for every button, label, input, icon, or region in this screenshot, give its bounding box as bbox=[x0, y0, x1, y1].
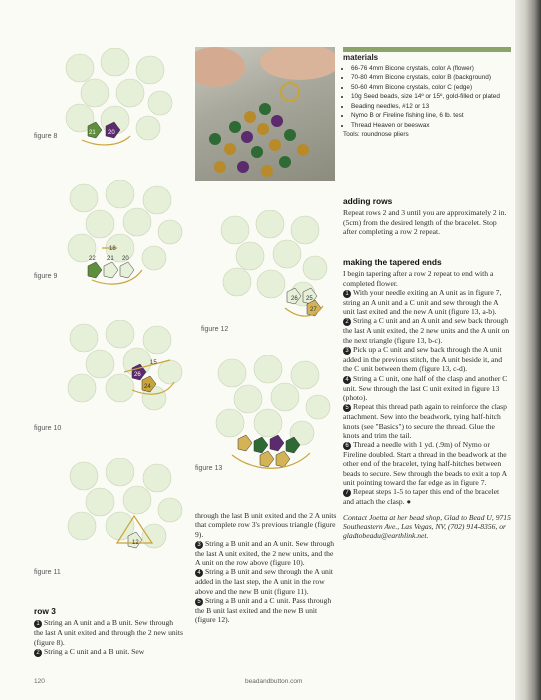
step-number: 6 bbox=[343, 442, 351, 450]
bracelet-photo bbox=[195, 47, 335, 181]
step-text: String a C unit, one half of the clasp and another C unit. Sew through the last C unit exited in figure 13 (photo). bbox=[343, 373, 508, 402]
bead-pattern-svg bbox=[62, 180, 187, 300]
row-3-step bbox=[34, 618, 184, 647]
figure-9-label: figure 9 bbox=[34, 273, 58, 280]
tapered-step bbox=[343, 402, 511, 440]
bead-pattern-svg bbox=[60, 48, 180, 158]
step-number: 5 bbox=[195, 598, 203, 606]
tapered-ends-section bbox=[343, 258, 511, 541]
tapered-step bbox=[343, 345, 511, 374]
figure-12-label: figure 12 bbox=[201, 326, 229, 333]
materials-item: • 50-60 4mm Bicone crystals, color C (edge) bbox=[351, 84, 511, 93]
bead-pattern-svg bbox=[215, 210, 330, 325]
step-number: 2 bbox=[34, 649, 42, 657]
materials-item: • 66-76 4mm Bicone crystals, color A (flower) bbox=[351, 65, 511, 74]
figure-13-label: figure 13 bbox=[195, 465, 223, 472]
figure-11-diagram bbox=[62, 458, 187, 573]
step-number: 4 bbox=[343, 376, 351, 384]
step-number: 4 bbox=[195, 569, 203, 577]
step-text: Thread a needle with 1 yd. (.9m) of Nymo or Fireline doubled. Start a thread in the beadwork at the other end of the bracelet, tying half-hitches between beads to secure. Sew through the beads to exit a top A unit pointing toward the far edge as in figure 7. bbox=[343, 440, 507, 488]
materials-item: • Nymo B or Fireline fishing line, 6 lb. test bbox=[351, 112, 511, 121]
step-number: 5 bbox=[343, 404, 351, 412]
footer-site: beadandbutton.com bbox=[245, 678, 303, 685]
materials-item: • 10g Seed beads, size 14º or 15º, gold-filled or plated bbox=[351, 93, 511, 102]
step-number: 7 bbox=[343, 489, 351, 497]
figure-10-diagram bbox=[62, 320, 187, 435]
bead-number: 25 bbox=[306, 296, 313, 302]
figure-11-label: figure 11 bbox=[34, 569, 61, 576]
step-number: 1 bbox=[34, 620, 42, 628]
bead-number: 20 bbox=[122, 256, 129, 262]
row-3-step bbox=[195, 567, 337, 596]
tapered-intro: I begin tapering after a row 2 repeat to end with a completed flower. bbox=[343, 269, 494, 288]
materials-item: • Beading needles, #12 or 13 bbox=[351, 103, 511, 112]
materials-item: • 70-80 4mm Bicone crystals, color B (background) bbox=[351, 74, 511, 83]
figure-10-label: figure 10 bbox=[34, 425, 62, 432]
tapered-step bbox=[343, 374, 511, 403]
materials-list bbox=[343, 65, 511, 131]
step-text: Repeat this thread path again to reinforce the clasp attachment. Sew into the beadwork, tying half-hitch knots (see "Basics") to secure the thread. Glue the knots and trim the tail. bbox=[343, 402, 507, 440]
bead-number: 12 bbox=[132, 540, 139, 546]
figure-12-diagram bbox=[215, 210, 330, 325]
figure-8-diagram bbox=[60, 48, 180, 158]
tapered-step bbox=[343, 487, 511, 506]
step-text: String a B unit and a C unit. Pass through the B unit last exited and the new B unit (figure 12). bbox=[195, 596, 332, 625]
page-binding-edge bbox=[515, 0, 541, 700]
row-3-heading: row 3 bbox=[34, 606, 56, 616]
step-text: Pick up a C unit and sew back through the A unit added in the previous stitch, the A unit beside it, and the C unit between them (figure 13, c-d). bbox=[343, 345, 503, 374]
bead-pattern-svg bbox=[62, 458, 187, 573]
step-number: 1 bbox=[343, 290, 351, 298]
step-number: 3 bbox=[195, 541, 203, 549]
row-3-continued bbox=[195, 511, 337, 625]
bead-number: 21 bbox=[89, 130, 96, 136]
bead-pattern-svg bbox=[62, 320, 187, 435]
bead-number: 18 bbox=[109, 246, 116, 252]
step-text: String a C unit and a B unit. Sew bbox=[44, 646, 145, 656]
materials-item: • Thread Heaven or beeswax bbox=[351, 122, 511, 131]
bead-number: 24 bbox=[144, 384, 151, 390]
bead-number: 15 bbox=[150, 360, 157, 366]
adding-rows-heading: adding rows bbox=[343, 196, 393, 206]
adding-rows-section bbox=[343, 197, 511, 236]
adding-rows-body: Repeat rows 2 and 3 until you are approximately 2 in. (5cm) from the desired length of the bracelet. Stop after completing a row 2 repeat. bbox=[343, 208, 507, 236]
bead-number: 21 bbox=[107, 256, 114, 262]
page-number: 120 bbox=[34, 678, 45, 685]
tapered-step bbox=[343, 316, 511, 345]
step-text: Repeat steps 1-5 to taper this end of the bracelet and attach the clasp. ● bbox=[343, 487, 500, 507]
step-text: String a B unit and sew through the A unit added in the last step, the A unit in the row above and the new B unit (figure 11). bbox=[195, 567, 334, 596]
step-text: String an A unit and a B unit. Sew through the last A unit exited and through the 2 new units (figure 8). bbox=[34, 618, 183, 647]
row-3-step bbox=[34, 647, 184, 657]
bead-number: 20 bbox=[108, 130, 115, 136]
step-text: String a B unit and an A unit. Sew through the last A unit exited, the 2 new units, and the A unit on the row above (figure 10). bbox=[195, 538, 335, 568]
materials-box bbox=[343, 47, 511, 140]
step-text: With your needle exiting an A unit as in figure 7, string an A unit and a C unit and sew through the A unit last exited and the new A unit (figure 13, a-b). bbox=[343, 287, 502, 317]
step-number: 3 bbox=[343, 347, 351, 355]
row-3-step bbox=[195, 539, 337, 568]
step-text: String a C unit and an A unit and sew back through the last A unit exited, the 2 new units and the A unit on the next triangle (figure 13, b-c). bbox=[343, 316, 510, 345]
bead-number: 22 bbox=[89, 256, 96, 262]
bead-number: 27 bbox=[310, 307, 317, 313]
figure-8-label: figure 8 bbox=[34, 133, 58, 140]
contact-info: Contact Joetta at her bead shop, Glad to Bead U, 9715 Southeastern Ave., Las Vegas, NV, (702) 914-8356, or gladtobeadu@earthlink.net. bbox=[343, 512, 511, 541]
row-3-continued-lead: through the last B unit exited and the 2 A units that complete row 3's previous triangle (figure 9). bbox=[195, 511, 337, 539]
bead-number: 26 bbox=[291, 296, 298, 302]
bracelet-photo-image bbox=[195, 47, 335, 181]
materials-heading: materials bbox=[343, 53, 379, 62]
tapered-ends-heading: making the tapered ends bbox=[343, 257, 442, 267]
figure-9-diagram bbox=[62, 180, 187, 300]
figure-13-diagram bbox=[210, 355, 335, 480]
bead-number: 26 bbox=[134, 372, 141, 378]
row-3-step bbox=[195, 596, 337, 625]
tapered-step bbox=[343, 440, 511, 487]
step-number: 2 bbox=[343, 318, 351, 326]
row-3-section bbox=[34, 607, 184, 657]
bead-pattern-svg bbox=[210, 355, 335, 480]
materials-tools: Tools: roundnose pliers bbox=[343, 131, 409, 138]
tapered-step bbox=[343, 288, 511, 317]
materials-bar bbox=[343, 47, 511, 52]
